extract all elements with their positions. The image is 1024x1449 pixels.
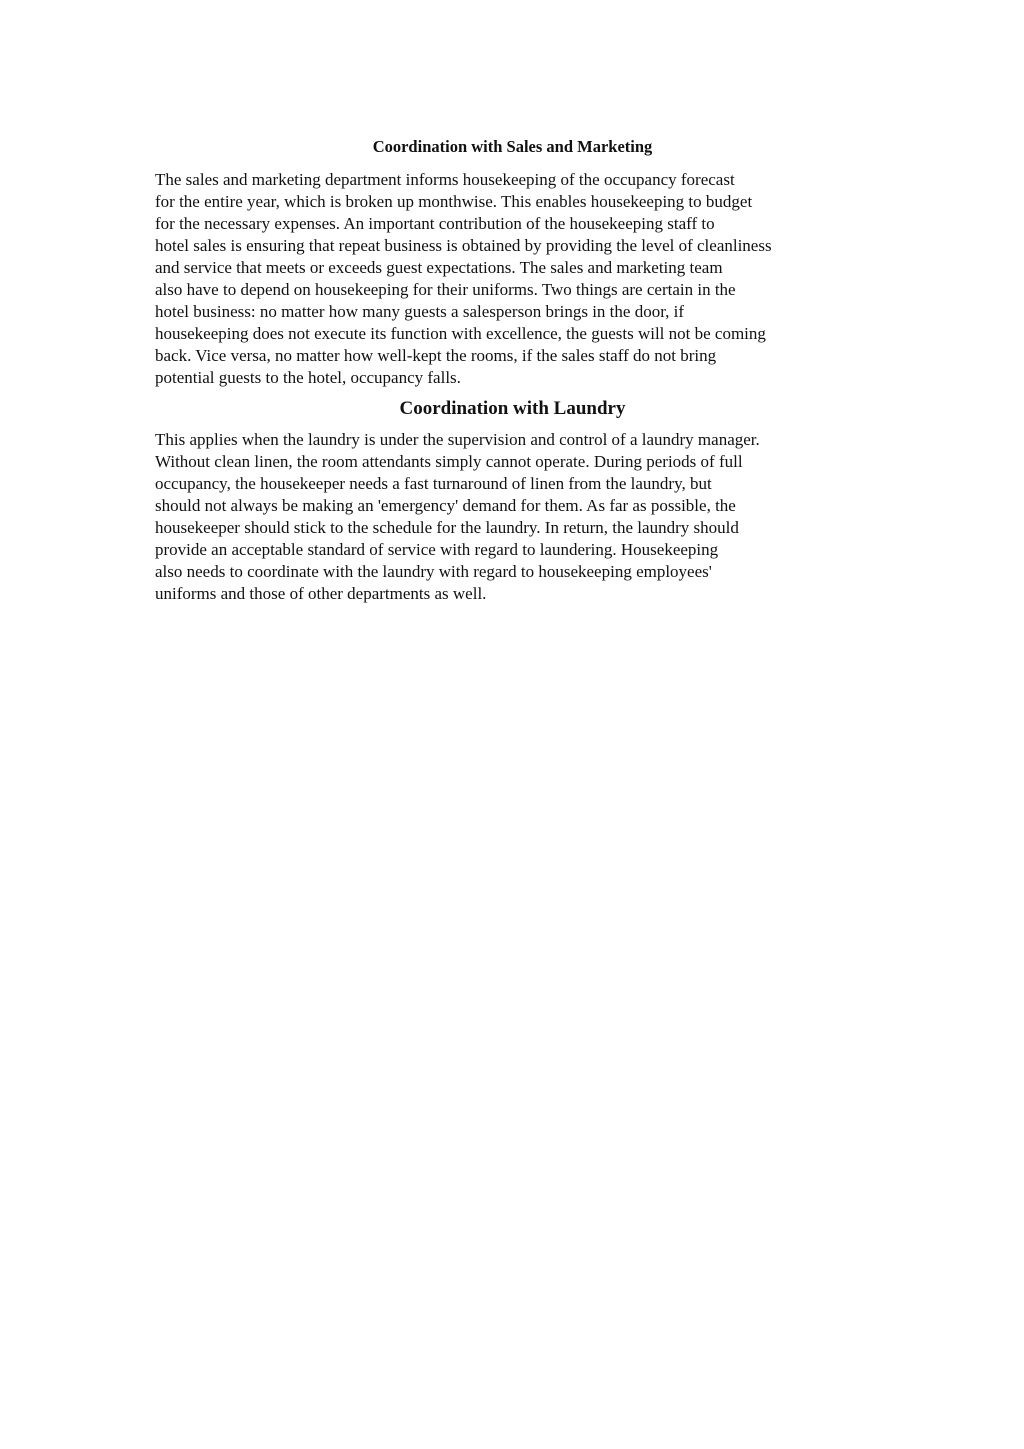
text-line: and service that meets or exceeds guest expectations. The sales and marketing team [155, 258, 723, 277]
text-line: should not always be making an 'emergency' demand for them. As far as possible, the [155, 496, 736, 515]
paragraph-sales-marketing [155, 169, 875, 389]
text-line: uniforms and those of other departments as well. [155, 584, 487, 603]
text-line: hotel business: no matter how many guests a salesperson brings in the door, if [155, 302, 685, 321]
text-line: housekeeper should stick to the schedule for the laundry. In return, the laundry should [155, 518, 739, 537]
paragraph-laundry [155, 429, 875, 605]
page-content [155, 136, 875, 605]
text-line: provide an acceptable standard of service with regard to laundering. Housekeeping [155, 540, 719, 559]
section-heading-laundry: Coordination with Laundry [399, 398, 626, 419]
text-line: for the entire year, which is broken up monthwise. This enables housekeeping to budget [155, 192, 753, 211]
text-line: This applies when the laundry is under the supervision and control of a laundry manager. [155, 430, 760, 449]
section-heading-sales-marketing: Coordination with Sales and Marketing [372, 137, 653, 156]
text-line: for the necessary expenses. An important contribution of the housekeeping staff to [155, 214, 715, 233]
text-line: potential guests to the hotel, occupancy falls. [155, 368, 461, 387]
text-line: The sales and marketing department informs housekeeping of the occupancy forecast [155, 170, 735, 189]
text-line: hotel sales is ensuring that repeat business is obtained by providing the level of cleanliness [155, 236, 772, 255]
text-line: occupancy, the housekeeper needs a fast turnaround of linen from the laundry, but [155, 474, 712, 493]
text-line: Without clean linen, the room attendants simply cannot operate. During periods of full [155, 452, 743, 471]
text-line: back. Vice versa, no matter how well-kept the rooms, if the sales staff do not bring [155, 346, 717, 365]
text-line: also needs to coordinate with the laundry with regard to housekeeping employees' [155, 562, 712, 581]
text-line: also have to depend on housekeeping for their uniforms. Two things are certain in the [155, 280, 736, 299]
text-line: housekeeping does not execute its function with excellence, the guests will not be coming [155, 324, 766, 343]
